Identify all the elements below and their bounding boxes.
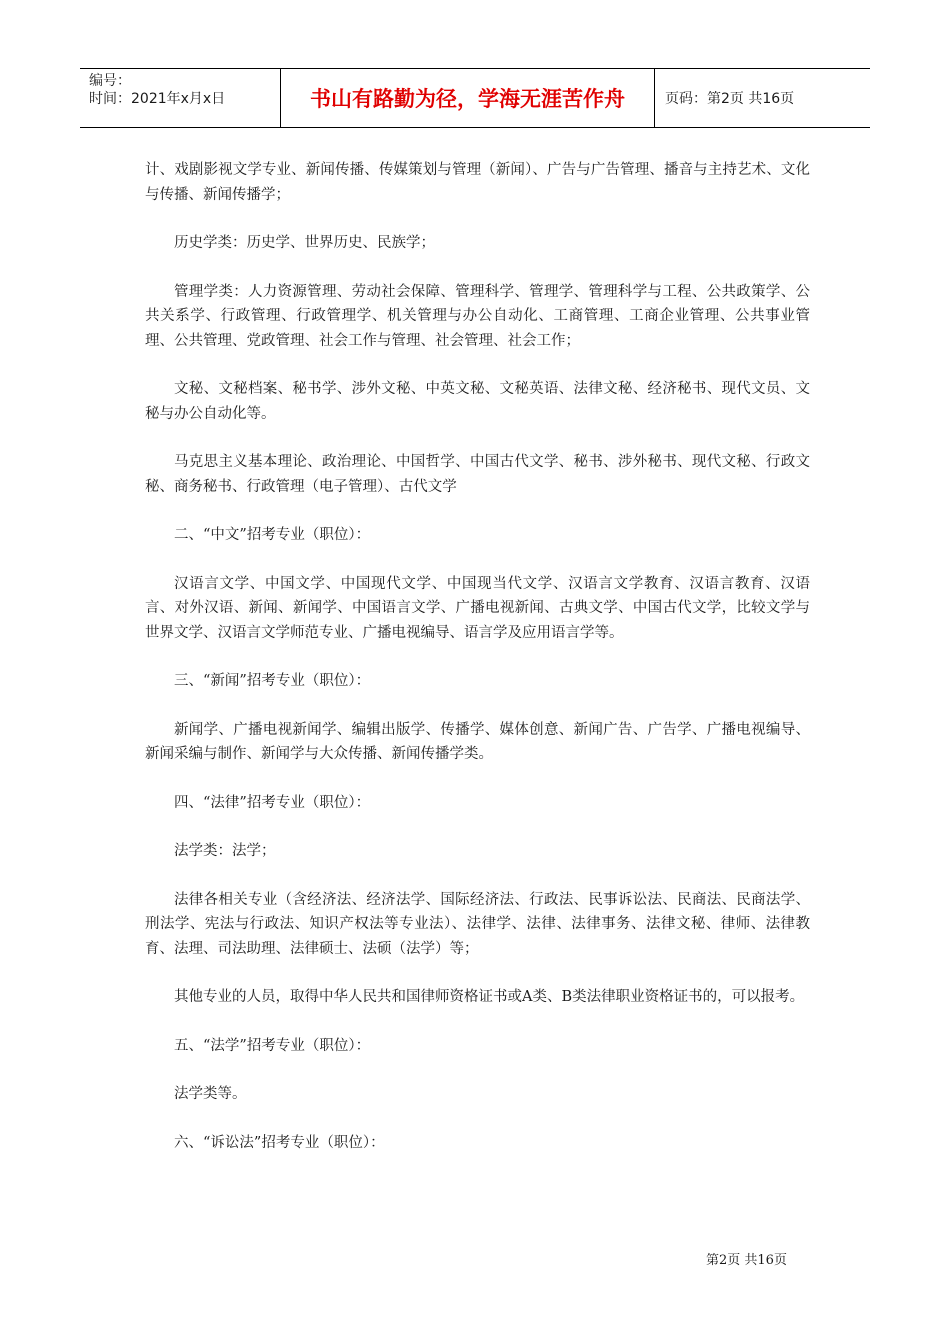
header-motto: 书山有路勤为径，学海无涯苦作舟 (281, 69, 655, 127)
paragraph: 汉语言文学、中国文学、中国现代文学、中国现当代文学、汉语言文学教育、汉语言教育、汉语言、对外汉语、新闻、新闻学、中国语言文学、广播电视新闻、古典文学、中国古代文学，比较文学与世界文学、汉语言文学师范专业、广播电视编导、语言学及应用语言学等。 (145, 575, 810, 641)
paragraph: 法律各相关专业（含经济法、经济法学、国际经济法、行政法、民事诉讼法、民商法、民商法学、刑法学、宪法与行政法、知识产权法等专业法）、法律学、法律、法律事务、法律文秘、律师、法律教育、法理、司法助理、法律硕士、法硕（法学）等； (145, 891, 810, 957)
page-footer: 第2页 共16页 (706, 1253, 787, 1268)
section-heading: 三、“新闻”招考专业（职位）： (174, 673, 371, 689)
paragraph: 计、戏剧影视文学专业、新闻传播、传媒策划与管理（新闻）、广告与广告管理、播音与主持艺术、文化与传播、新闻传播学； (145, 162, 810, 203)
section-heading: 四、“法律”招考专业（职位）： (174, 794, 371, 811)
number-label: 编号： (89, 73, 131, 89)
time-label: 时间：2021年x月x日 (89, 91, 226, 107)
document-body (145, 158, 810, 1179)
paragraph: 马克思主义基本理论、政治理论、中国哲学、中国古代文学、秘书、涉外秘书、现代文秘、行政文秘、商务秘书、行政管理（电子管理）、古代文学 (145, 454, 810, 495)
section-heading: 二、“中文”招考专业（职位）： (174, 527, 371, 543)
paragraph: 新闻学、广播电视新闻学、编辑出版学、传播学、媒体创意、新闻广告、广告学、广播电视编导、新闻采编与制作、新闻学与大众传播、新闻传播学类。 (145, 721, 810, 762)
paragraph: 管理学类：人力资源管理、劳动社会保障、管理科学、管理学、管理科学与工程、公共政策学、公共关系学、行政管理、行政管理学、机关管理与办公自动化、工商管理、工商企业管理、公共事业管理、公共管理、党政管理、社会工作与管理、社会管理、社会工作； (145, 283, 810, 349)
paragraph: 法学类：法学； (174, 843, 276, 859)
paragraph: 文秘、文秘档案、秘书学、涉外文秘、中英文秘、文秘英语、法律文秘、经济秘书、现代文员、文秘与办公自动化等。 (145, 381, 810, 422)
header-page-label: 页码：第2页 共16页 (665, 91, 795, 107)
paragraph: 历史学类：历史学、世界历史、民族学； (174, 235, 435, 251)
section-heading: 六、“诉讼法”招考专业（职位）： (174, 1134, 385, 1151)
section-heading: 五、“法学”招考专业（职位）： (174, 1037, 371, 1054)
paragraph: 法学类等。 (174, 1086, 247, 1102)
paragraph: 其他专业的人员，取得中华人民共和国律师资格证书或A类、B类法律职业资格证书的，可以报考。 (174, 989, 805, 1005)
page-header (80, 68, 870, 128)
header-meta (80, 69, 281, 127)
